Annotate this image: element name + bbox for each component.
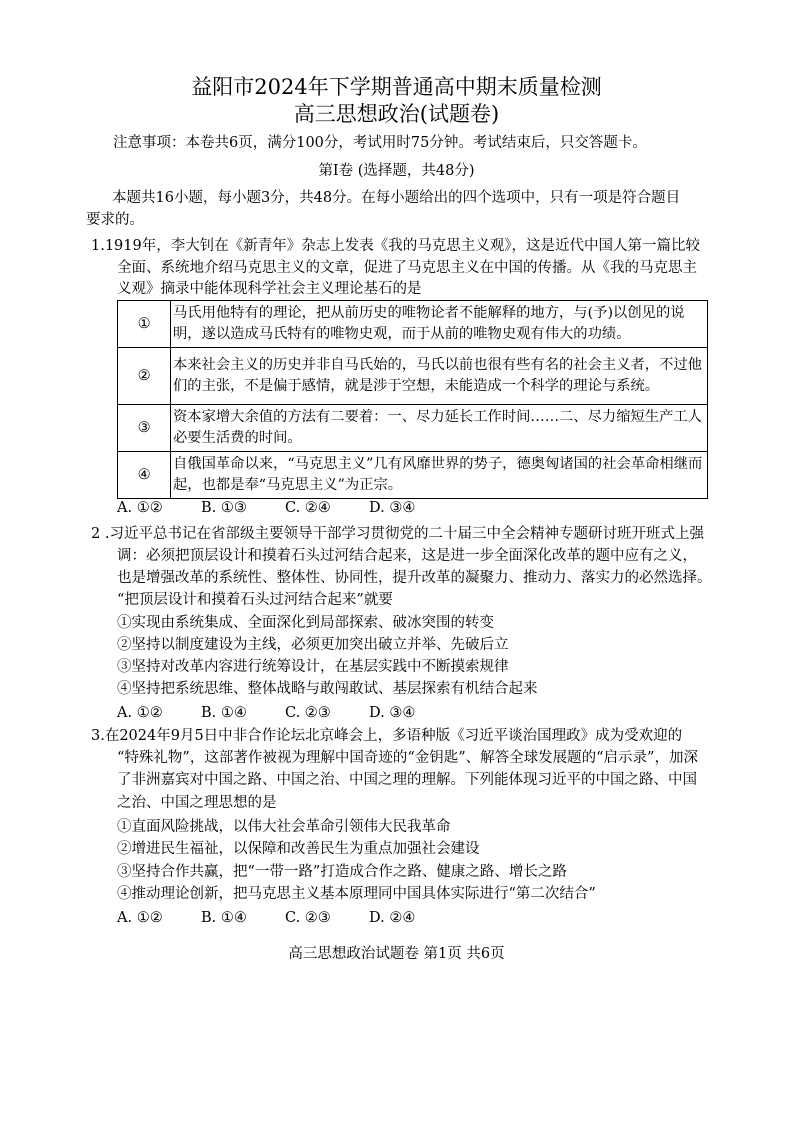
row-number: ④ bbox=[118, 452, 171, 499]
q2-stem-line: “把顶层设计和摸着石头过河结合起来”就要 bbox=[117, 592, 393, 608]
row-text bbox=[171, 348, 708, 405]
q3-stem-line: 3.在2024年9月5日中非合作论坛北京峰会上，多语种版《习近平谈治国理政》成为受欢迎的 bbox=[91, 728, 683, 744]
q2-stem-line: 2 .习近平总书记在省部级主要领导干部学习贯彻党的二十届三中全会精神专题研讨班开班式上强 bbox=[91, 526, 704, 542]
q2-options bbox=[117, 702, 453, 724]
table-row bbox=[118, 405, 708, 452]
option-a: A. ①② bbox=[117, 705, 163, 721]
q3-stem-line: 之治、中国之理思想的是 bbox=[117, 795, 277, 811]
q2-stem-line: 调：必须把顶层设计和摸着石头过河结合起来，这是进一步全面深化改革的题中应有之义， bbox=[117, 548, 697, 564]
row-text-line: 们的主张，不是偏于感情，就是涉于空想，未能造成一个科学的理论与系统。 bbox=[173, 378, 660, 394]
q1-stem-line: 义观》摘录中能体现科学社会主义理论基石的是 bbox=[117, 281, 422, 297]
q3-stem-line: 了非洲嘉宾对中国之路、中国之治、中国之理的理解。下列能体现习近平的中国之路、中国 bbox=[117, 772, 697, 788]
table-row bbox=[118, 301, 708, 348]
section-intro-line: 要求的。 bbox=[86, 212, 144, 228]
row-text-line: 资本家增大余值的方法有二要着：一、尽力延长工作时间……二、尽力缩短生产工人 bbox=[173, 409, 702, 425]
exam-subtitle: 高三思想政治(试题卷) bbox=[293, 102, 500, 126]
table-row bbox=[118, 348, 708, 405]
q3-choice-line: ②增进民生福祉，以保障和改善民生为重点加强社会建设 bbox=[117, 841, 480, 857]
q3-choice-line: ①直面风险挑战，以伟大社会革命引领伟大民我革命 bbox=[117, 819, 451, 835]
row-text-line: 明，遂以造成马氏特有的唯物史观，而于从前的唯物史观有伟大的功绩。 bbox=[173, 326, 631, 342]
option-c: C. ②④ bbox=[285, 500, 331, 516]
exam-title: 益阳市2024年下学期普通高中期末质量检测 bbox=[191, 75, 602, 99]
option-d: D. ③④ bbox=[369, 500, 416, 516]
option-c: C. ②③ bbox=[285, 910, 331, 926]
page-footer: 高三思想政治试题卷 第1页 共6页 bbox=[288, 946, 505, 962]
row-text bbox=[171, 405, 708, 452]
q2-stem-line: 也是增强改革的系统性、整体性、协同性，提升改革的凝聚力、推动力、落实力的必然选择。 bbox=[117, 570, 712, 586]
row-text bbox=[171, 452, 708, 499]
option-a: A. ①② bbox=[117, 910, 163, 926]
q1-options bbox=[117, 497, 453, 519]
q1-stem-line: 1.1919年，李大钊在《新青年》杂志上发表《我的马克思主义观》，这是近代中国人第一篇比较 bbox=[91, 238, 700, 254]
row-text-line: 自俄国革命以来，“马克思主义”几有风靡世界的势子，德奥匈诸国的社会革命相继而 bbox=[173, 456, 703, 472]
option-b: B. ①④ bbox=[201, 910, 247, 926]
option-d: D. ②④ bbox=[369, 910, 416, 926]
row-number: ② bbox=[118, 348, 171, 405]
q1-stem-line: 全面、系统地介绍马克思主义的文章，促进了马克思主义在中国的传播。从《我的马克思主 bbox=[117, 260, 697, 276]
section-title: 第Ⅰ卷 (选择题，共48分) bbox=[318, 163, 475, 179]
option-d: D. ③④ bbox=[369, 705, 416, 721]
notice-text: 注意事项：本卷共6页，满分100分，考试用时75分钟。考试结束后，只交答题卡。 bbox=[113, 135, 647, 151]
row-number: ① bbox=[118, 301, 171, 348]
q2-choice-line: ③坚持对改革内容进行统筹设计，在基层实践中不断摸索规律 bbox=[117, 659, 509, 675]
q1-excerpt-table bbox=[117, 300, 708, 499]
q3-options bbox=[117, 907, 453, 929]
row-number: ③ bbox=[118, 405, 171, 452]
option-c: C. ②③ bbox=[285, 705, 331, 721]
q3-choice-line: ④推动理论创新，把马克思主义基本原理同中国具体实际进行“第二次结合” bbox=[117, 886, 596, 902]
q2-choice-line: ①实现由系统集成、全面深化到局部探索、破冰突围的转变 bbox=[117, 615, 494, 631]
row-text-line: 马氏用他特有的理论，把从前历史的唯物论者不能解释的地方，与(予)以创见的说 bbox=[173, 305, 685, 321]
row-text-line: 本来社会主义的历史并非自马氏始的，马氏以前也很有些有名的社会主义者，不过他 bbox=[173, 357, 702, 373]
q3-choice-line: ③坚持合作共赢，把“一带一路”打造成合作之路、健康之路、增长之路 bbox=[117, 864, 567, 880]
table-row bbox=[118, 452, 708, 499]
section-intro-line: 本题共16小题，每小题3分，共48分。在每小题给出的四个选项中，只有一项是符合题目 bbox=[112, 190, 681, 206]
option-b: B. ①④ bbox=[201, 705, 247, 721]
row-text-line: 起，也都是奉“马克思主义”为正宗。 bbox=[173, 477, 403, 493]
option-a: A. ①② bbox=[117, 500, 163, 516]
row-text-line: 必要生活费的时间。 bbox=[173, 430, 302, 446]
q3-stem-line: “特殊礼物”，这部著作被视为理解中国奇迹的“金钥匙”、解答全球发展题的“启示录”，加深 bbox=[117, 750, 698, 766]
q2-choice-line: ④坚持把系统思维、整体战略与敢闯敢试、基层探索有机结合起来 bbox=[117, 681, 538, 697]
q2-choice-line: ②坚持以制度建设为主线，必须更加突出破立并举、先破后立 bbox=[117, 637, 509, 653]
option-b: B. ①③ bbox=[201, 500, 247, 516]
row-text bbox=[171, 301, 708, 348]
